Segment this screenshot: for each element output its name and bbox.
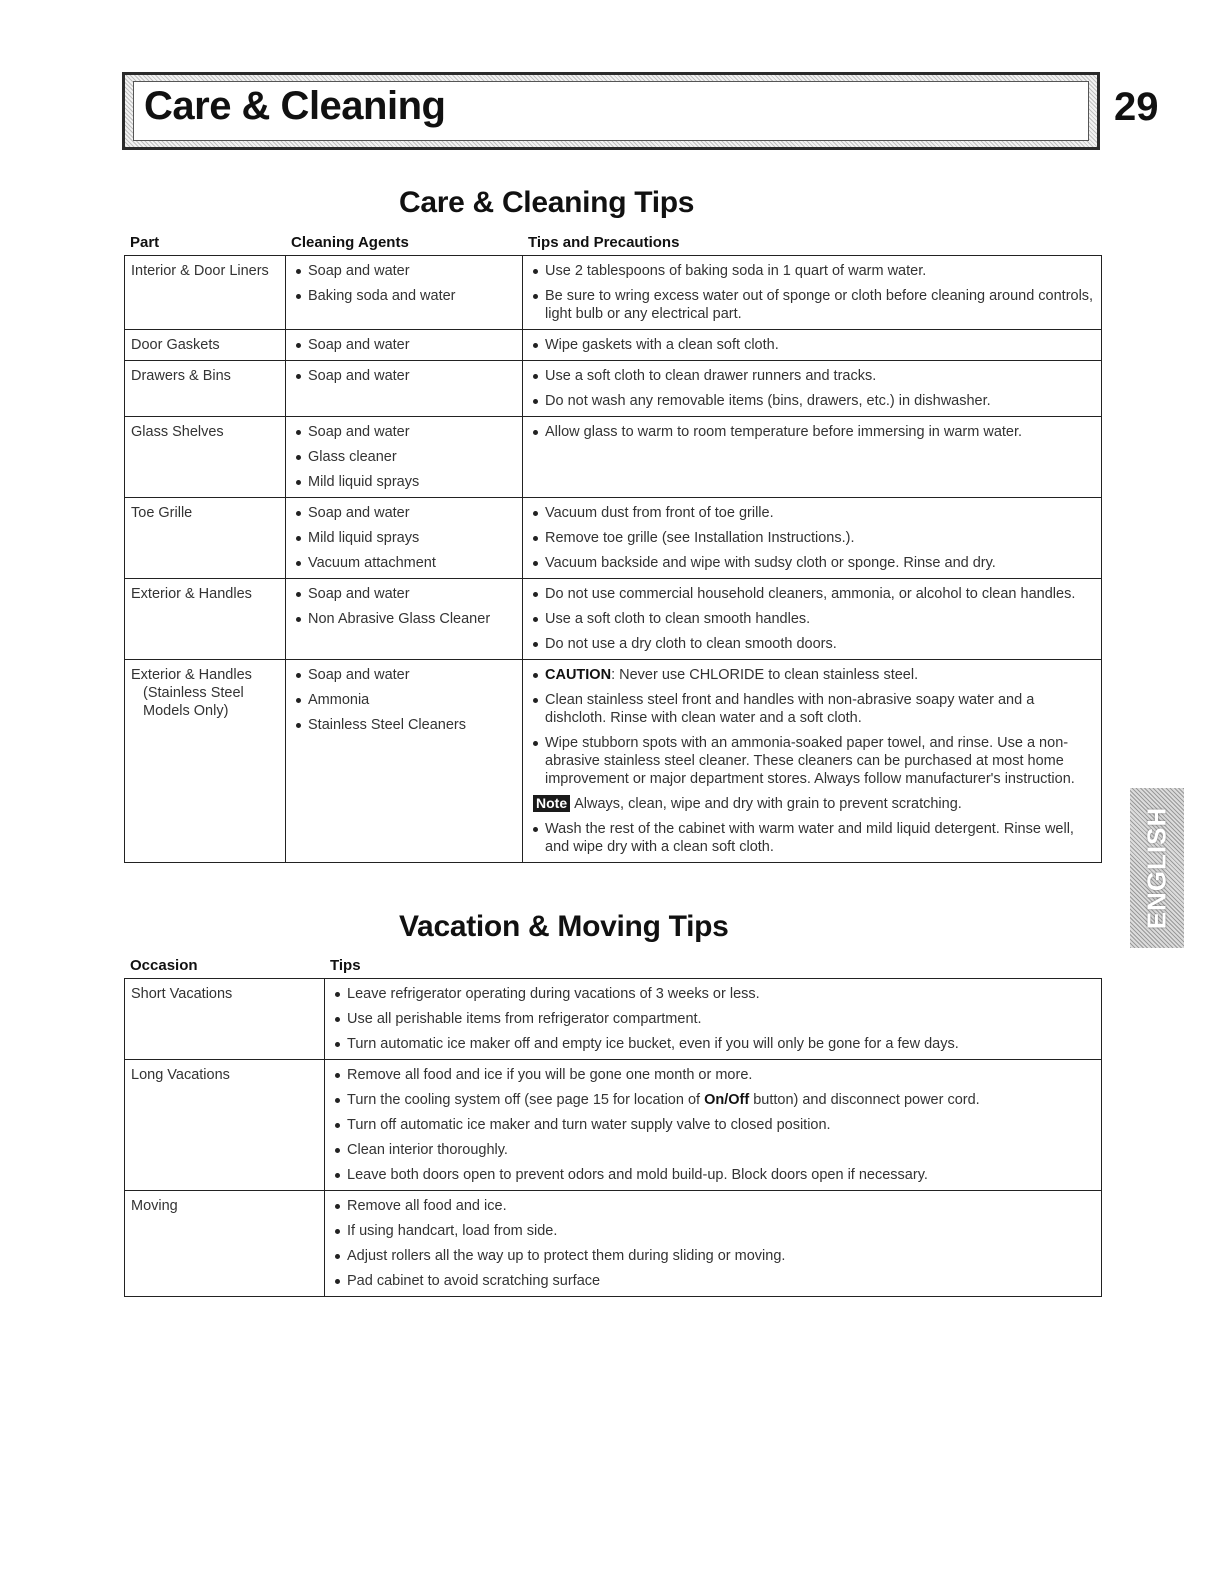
list-item: Remove all food and ice.	[331, 1197, 1095, 1215]
part-sublabel: Models Only)	[143, 703, 229, 719]
tips-cell	[325, 1060, 1102, 1191]
table-row	[125, 1191, 1102, 1297]
table-row	[125, 256, 1102, 330]
care-section-title: Care & Cleaning Tips	[399, 186, 695, 219]
col-head-agents: Cleaning Agents	[291, 234, 409, 251]
note-item	[529, 795, 1095, 813]
tips-cell	[325, 979, 1102, 1060]
part-cell: Toe Grille	[125, 498, 286, 579]
list-item: Wipe stubborn spots with an ammonia-soaked paper towel, and rinse. Use a non-abrasive stainless steel cleaner. These cleaners can be purchased at most home improvement or major department stores. Always follow manufacturer's instruction.	[529, 734, 1095, 788]
list-item: Pad cabinet to avoid scratching surface	[331, 1272, 1095, 1290]
care-table	[124, 255, 1102, 863]
table-row	[125, 579, 1102, 660]
header-bar	[122, 72, 1100, 150]
list-item: Soap and water	[292, 423, 516, 441]
on-off-label: On/Off	[704, 1092, 750, 1108]
list-item: Non Abrasive Glass Cleaner	[292, 610, 516, 628]
occasion-cell: Long Vacations	[125, 1060, 325, 1191]
list-item: Soap and water	[292, 262, 516, 280]
page-number: 29	[1114, 85, 1159, 129]
list-item: Mild liquid sprays	[292, 529, 516, 547]
tips-cell	[523, 256, 1102, 330]
page-title: Care & Cleaning	[144, 84, 446, 128]
list-item: If using handcart, load from side.	[331, 1222, 1095, 1240]
list-item: Be sure to wring excess water out of sponge or cloth before cleaning around controls, light bulb or any electrical part.	[529, 287, 1095, 323]
list-item: Use 2 tablespoons of baking soda in 1 quart of warm water.	[529, 262, 1095, 280]
tips-cell	[523, 361, 1102, 417]
agents-cell	[286, 660, 523, 863]
tip-text: button) and disconnect power cord.	[749, 1092, 980, 1108]
vacation-table	[124, 978, 1102, 1297]
list-item: Vacuum backside and wipe with sudsy cloth or sponge. Rinse and dry.	[529, 554, 1095, 572]
list-item	[331, 1091, 1095, 1109]
list-item: Vacuum dust from front of toe grille.	[529, 504, 1095, 522]
agents-cell	[286, 361, 523, 417]
list-item: Use all perishable items from refrigerator compartment.	[331, 1010, 1095, 1028]
list-item: Leave both doors open to prevent odors and mold build-up. Block doors open if necessary.	[331, 1166, 1095, 1184]
table-row	[125, 330, 1102, 361]
list-item: Clean stainless steel front and handles with non-abrasive soapy water and a dishcloth. Rinse with clean water and a soft cloth.	[529, 691, 1095, 727]
part-cell: Drawers & Bins	[125, 361, 286, 417]
part-cell: Interior & Door Liners	[125, 256, 286, 330]
col-head-vacation-tips: Tips	[330, 957, 361, 974]
table-row	[125, 1060, 1102, 1191]
table-row	[125, 361, 1102, 417]
list-item: Allow glass to warm to room temperature before immersing in warm water.	[529, 423, 1095, 441]
part-cell: Glass Shelves	[125, 417, 286, 498]
list-item: Remove all food and ice if you will be gone one month or more.	[331, 1066, 1095, 1084]
caution-item	[529, 666, 1095, 684]
language-tab	[1130, 788, 1184, 948]
agents-cell	[286, 330, 523, 361]
list-item: Wash the rest of the cabinet with warm water and mild liquid detergent. Rinse well, and wipe dry with a clean soft cloth.	[529, 820, 1095, 856]
list-item: Do not wash any removable items (bins, drawers, etc.) in dishwasher.	[529, 392, 1095, 410]
note-icon: Note	[533, 795, 570, 812]
list-item: Wipe gaskets with a clean soft cloth.	[529, 336, 1095, 354]
tips-cell	[523, 417, 1102, 498]
list-item: Baking soda and water	[292, 287, 516, 305]
note-text: Always, clean, wipe and dry with grain to prevent scratching.	[574, 796, 962, 812]
list-item: Soap and water	[292, 336, 516, 354]
tips-cell	[523, 660, 1102, 863]
list-item: Use a soft cloth to clean drawer runners and tracks.	[529, 367, 1095, 385]
language-tab-label: ENGLISH	[1141, 806, 1172, 930]
list-item: Turn automatic ice maker off and empty ice bucket, even if you will only be gone for a few days.	[331, 1035, 1095, 1053]
table-row	[125, 417, 1102, 498]
list-item: Do not use commercial household cleaners, ammonia, or alcohol to clean handles.	[529, 585, 1095, 603]
list-item: Mild liquid sprays	[292, 473, 516, 491]
table-row	[125, 979, 1102, 1060]
table-row	[125, 660, 1102, 863]
list-item: Glass cleaner	[292, 448, 516, 466]
part-cell: Door Gaskets	[125, 330, 286, 361]
header-panel	[133, 81, 1089, 141]
list-item: Do not use a dry cloth to clean smooth doors.	[529, 635, 1095, 653]
list-item: Turn off automatic ice maker and turn water supply valve to closed position.	[331, 1116, 1095, 1134]
list-item: Adjust rollers all the way up to protect them during sliding or moving.	[331, 1247, 1095, 1265]
occasion-cell: Short Vacations	[125, 979, 325, 1060]
part-sublabel: (Stainless Steel	[143, 685, 244, 701]
list-item: Soap and water	[292, 585, 516, 603]
tips-cell	[523, 330, 1102, 361]
list-item: Ammonia	[292, 691, 516, 709]
agents-cell	[286, 417, 523, 498]
occasion-cell: Moving	[125, 1191, 325, 1297]
agents-cell	[286, 256, 523, 330]
list-item: Remove toe grille (see Installation Instructions.).	[529, 529, 1095, 547]
col-head-part: Part	[130, 234, 160, 251]
tip-text: Turn the cooling system off (see page 15 for location of	[347, 1092, 705, 1108]
caution-label: CAUTION	[545, 667, 612, 683]
caution-text: : Never use CHLORIDE to clean stainless steel.	[611, 667, 919, 683]
agents-cell	[286, 498, 523, 579]
tips-cell	[523, 498, 1102, 579]
list-item: Soap and water	[292, 504, 516, 522]
list-item: Soap and water	[292, 666, 516, 684]
part-cell	[125, 660, 286, 863]
col-head-occasion: Occasion	[130, 957, 198, 974]
agents-cell	[286, 579, 523, 660]
part-cell: Exterior & Handles	[125, 579, 286, 660]
table-row	[125, 498, 1102, 579]
tips-cell	[523, 579, 1102, 660]
vacation-section-title: Vacation & Moving Tips	[399, 910, 729, 943]
list-item: Clean interior thoroughly.	[331, 1141, 1095, 1159]
col-head-tips: Tips and Precautions	[528, 234, 680, 251]
list-item: Vacuum attachment	[292, 554, 516, 572]
part-label: Exterior & Handles	[131, 667, 252, 683]
list-item: Soap and water	[292, 367, 516, 385]
list-item: Leave refrigerator operating during vacations of 3 weeks or less.	[331, 985, 1095, 1003]
list-item: Use a soft cloth to clean smooth handles.	[529, 610, 1095, 628]
list-item: Stainless Steel Cleaners	[292, 716, 516, 734]
tips-cell	[325, 1191, 1102, 1297]
